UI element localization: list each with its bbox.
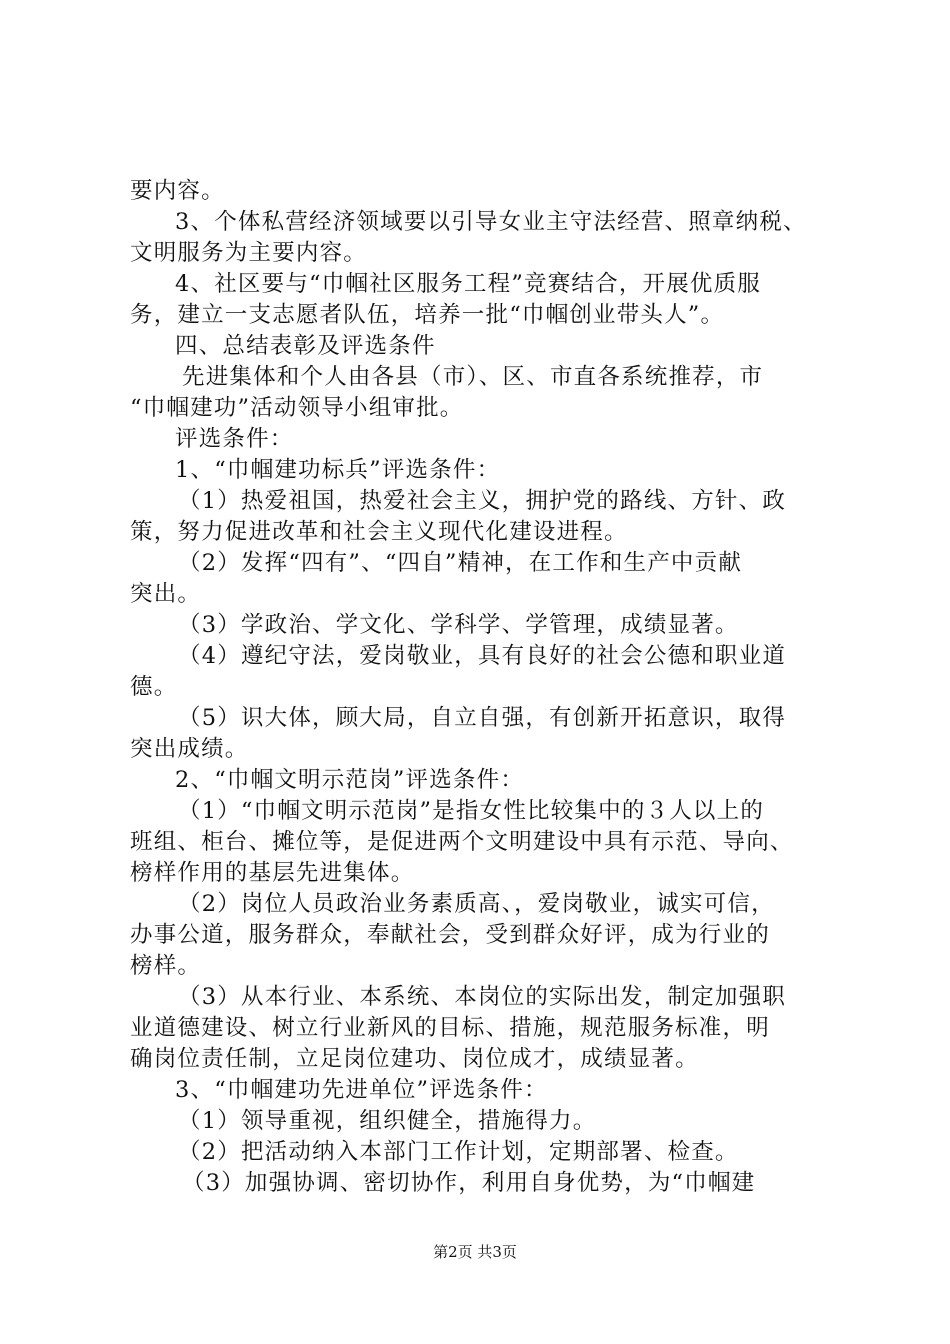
text-line: （3）加强协调、密切协作，利用自身优势，为“巾帼建 bbox=[182, 1170, 756, 1196]
text-line: （2）把活动纳入本部门工作计划，定期部署、检查。 bbox=[178, 1139, 739, 1165]
text-line: （2）岗位人员政治业务素质高、，爱岗敬业，诚实可信， bbox=[178, 891, 775, 917]
text-line: 评选条件： bbox=[175, 426, 294, 452]
text-line: 文明服务为主要内容。 bbox=[130, 240, 368, 266]
text-line: （5）识大体，顾大局，自立自强，有创新开拓意识，取得 bbox=[178, 705, 787, 731]
text-line: （4）遵纪守法，爱岗敬业，具有良好的社会公德和职业道 bbox=[178, 643, 787, 669]
text-line: 业道德建设、树立行业新风的目标、措施，规范服务标准，明 bbox=[130, 1015, 770, 1041]
text-line: 榜样。 bbox=[130, 953, 202, 979]
text-line: 要内容。 bbox=[130, 178, 225, 204]
text-line: 策，努力促进改革和社会主义现代化建设进程。 bbox=[130, 519, 628, 545]
text-line: （1）领导重视，组织健全，措施得力。 bbox=[178, 1108, 597, 1134]
text-line: （3）学政治、学文化、学科学、学管理，成绩显著。 bbox=[178, 612, 739, 638]
text-line: （1）热爱祖国，热爱社会主义，拥护党的路线、方针、政 bbox=[178, 488, 787, 514]
text-line: 4、社区要与“巾帼社区服务工程”竞赛结合，开展优质服 bbox=[175, 271, 762, 297]
text-line: 确岗位责任制，立足岗位建功、岗位成才，成绩显著。 bbox=[130, 1046, 699, 1072]
subsection-heading: 2、“巾帼文明示范岗”评选条件： bbox=[175, 767, 525, 793]
text-line: 榜样作用的基层先进集体。 bbox=[130, 860, 415, 886]
section-heading: 四、总结表彰及评选条件 bbox=[175, 333, 436, 359]
subsection-heading: 3、“巾帼建功先进单位”评选条件： bbox=[175, 1077, 548, 1103]
text-line: 德。 bbox=[130, 674, 178, 700]
text-line: （3）从本行业、本系统、本岗位的实际出发，制定加强职 bbox=[178, 984, 787, 1010]
page-footer: 第2页 共3页 bbox=[433, 1243, 517, 1261]
text-line: 突出。 bbox=[130, 581, 202, 607]
text-line: 突出成绩。 bbox=[130, 736, 249, 762]
text-line: “巾帼建功”活动领导小组审批。 bbox=[130, 395, 464, 421]
text-line: （2）发挥“四有”、“四自”精神，在工作和生产中贡献 bbox=[178, 550, 743, 576]
text-line: 先进集体和个人由各县（市）、区、市直各系统推荐，市 bbox=[182, 364, 764, 390]
text-line: 务，建立一支志愿者队伍，培养一批“巾帼创业带头人”。 bbox=[130, 302, 725, 328]
text-line: 办事公道，服务群众，奉献社会，受到群众好评，成为行业的 bbox=[130, 922, 770, 948]
text-line: （1）“巾帼文明示范岗”是指女性比较集中的３人以上的 bbox=[178, 798, 765, 824]
text-line: 3、个体私营经济领域要以引导女业主守法经营、照章纳税、 bbox=[175, 209, 807, 235]
subsection-heading: 1、“巾帼建功标兵”评选条件： bbox=[175, 457, 501, 483]
text-line: 班组、柜台、摊位等，是促进两个文明建设中具有示范、导向、 bbox=[130, 829, 794, 855]
